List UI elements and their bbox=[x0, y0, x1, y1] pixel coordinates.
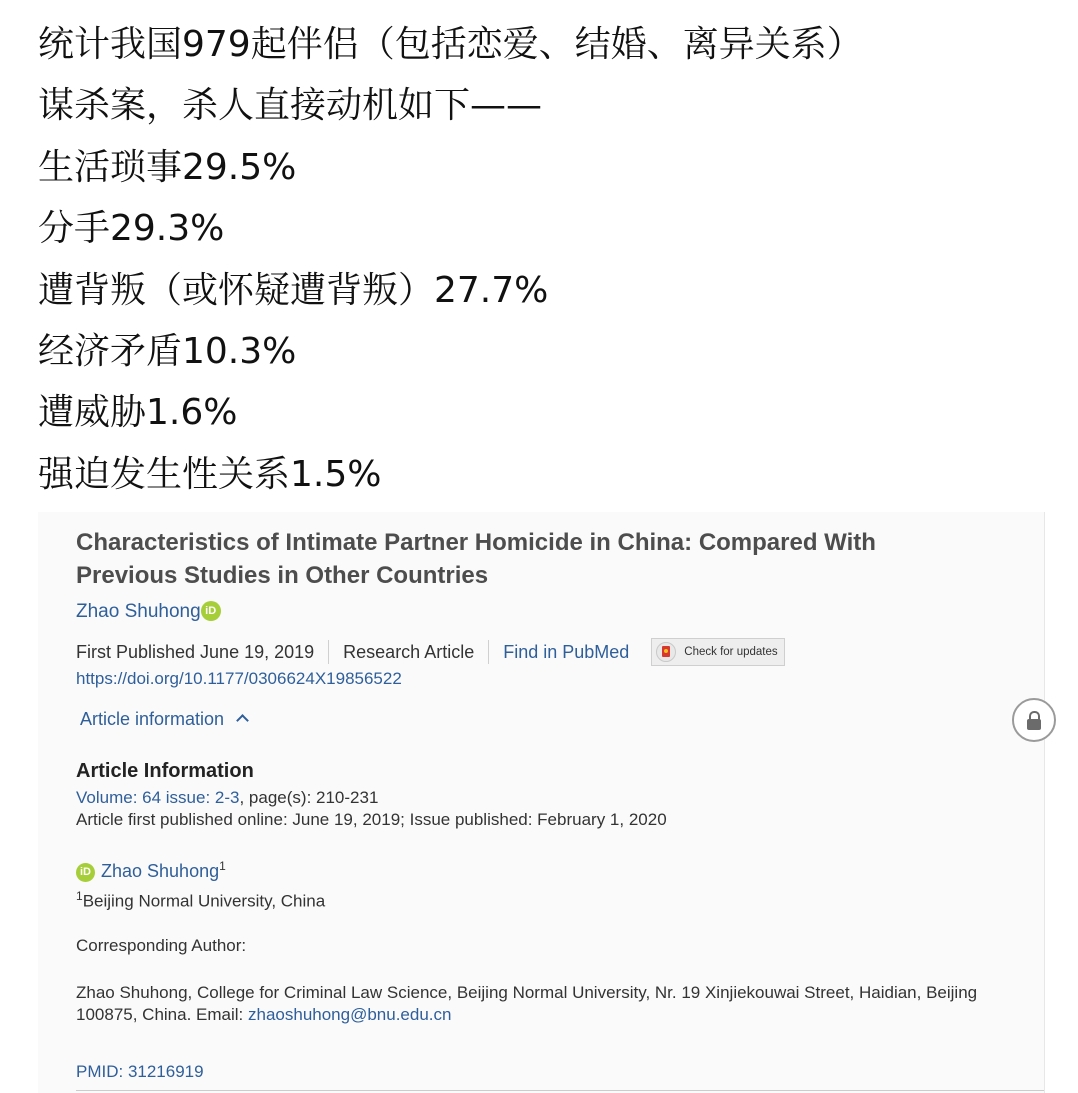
article-title: Characteristics of Intimate Partner Homicide in China: Compared With Previous Studies in Other Countries bbox=[76, 529, 876, 589]
publication-dates: Article first published online: June 19, 2019; Issue published: February 1, 2020 bbox=[76, 810, 667, 829]
email-link[interactable]: zhaoshuhong@bnu.edu.cn bbox=[248, 1005, 452, 1024]
corresponding-author-address: Zhao Shuhong, College for Criminal Law Science, Beijing Normal University, Nr. 19 Xinjiekouwai Street, Haidian, Beijing 100875, China. Email: bbox=[76, 983, 978, 1024]
post-line-motive-economic: 经济矛盾10.3% bbox=[38, 331, 297, 373]
article-information-toggle[interactable] bbox=[80, 709, 247, 730]
chevron-up-icon bbox=[236, 714, 249, 727]
check-for-updates-label: Check for updates bbox=[684, 646, 778, 658]
volume-line bbox=[76, 788, 378, 808]
orcid-icon[interactable]: iD bbox=[201, 601, 221, 621]
orcid-icon[interactable]: iD bbox=[76, 863, 95, 882]
find-in-pubmed-link[interactable]: Find in PubMed bbox=[503, 641, 630, 662]
article-screenshot bbox=[38, 512, 1045, 1093]
corresponding-author-label: Corresponding Author: bbox=[76, 936, 247, 955]
affiliated-author[interactable] bbox=[76, 859, 226, 882]
doi-link[interactable]: https://doi.org/10.1177/0306624X19856522 bbox=[76, 669, 402, 688]
lock-icon-body bbox=[1027, 719, 1041, 730]
lock-button[interactable] bbox=[1012, 698, 1056, 742]
author-superscript: 1 bbox=[219, 859, 226, 873]
affiliated-author-name[interactable]: Zhao Shuhong bbox=[101, 861, 220, 881]
article-meta-row bbox=[76, 637, 785, 667]
article-type: Research Article bbox=[343, 641, 475, 662]
post-line-headline-1: 统计我国979起伴侣（包括恋爱、结婚、离异关系） bbox=[38, 24, 863, 65]
page-range: , page(s): 210-231 bbox=[239, 788, 379, 807]
volume-issue-link[interactable]: Volume: 64 issue: 2-3 bbox=[76, 788, 240, 807]
article-information-heading: Article Information bbox=[76, 760, 254, 782]
affiliation-superscript: 1 bbox=[76, 889, 83, 903]
post-line-motive-betrayal: 遭背叛（或怀疑遭背叛）27.7% bbox=[38, 269, 549, 311]
post-line-motive-coerced-sex: 强迫发生性关系1.5% bbox=[38, 453, 382, 495]
post-line-motive-breakup: 分手29.3% bbox=[38, 208, 225, 250]
affiliation bbox=[76, 889, 325, 912]
meta-divider bbox=[328, 640, 329, 664]
published-date: First Published June 19, 2019 bbox=[76, 641, 315, 662]
post-line-motive-threat: 遭威胁1.6% bbox=[38, 392, 238, 434]
check-for-updates-button[interactable] bbox=[651, 638, 784, 666]
affiliation-text: Beijing Normal University, China bbox=[82, 891, 326, 911]
crossmark-icon bbox=[656, 642, 676, 662]
divider bbox=[76, 1090, 1044, 1091]
post-line-headline-2: 谋杀案，杀人直接动机如下—— bbox=[38, 85, 543, 127]
pmid-link[interactable]: PMID: 31216919 bbox=[76, 1062, 204, 1081]
author-name[interactable]: Zhao Shuhong bbox=[76, 601, 201, 622]
author-link[interactable] bbox=[76, 601, 221, 623]
article-information-toggle-label: Article information bbox=[80, 709, 225, 729]
post-text bbox=[38, 14, 1048, 505]
corresponding-author-details bbox=[76, 982, 1041, 1026]
meta-divider bbox=[488, 640, 489, 664]
post-line-motive-trivial: 生活琐事29.5% bbox=[38, 146, 297, 188]
